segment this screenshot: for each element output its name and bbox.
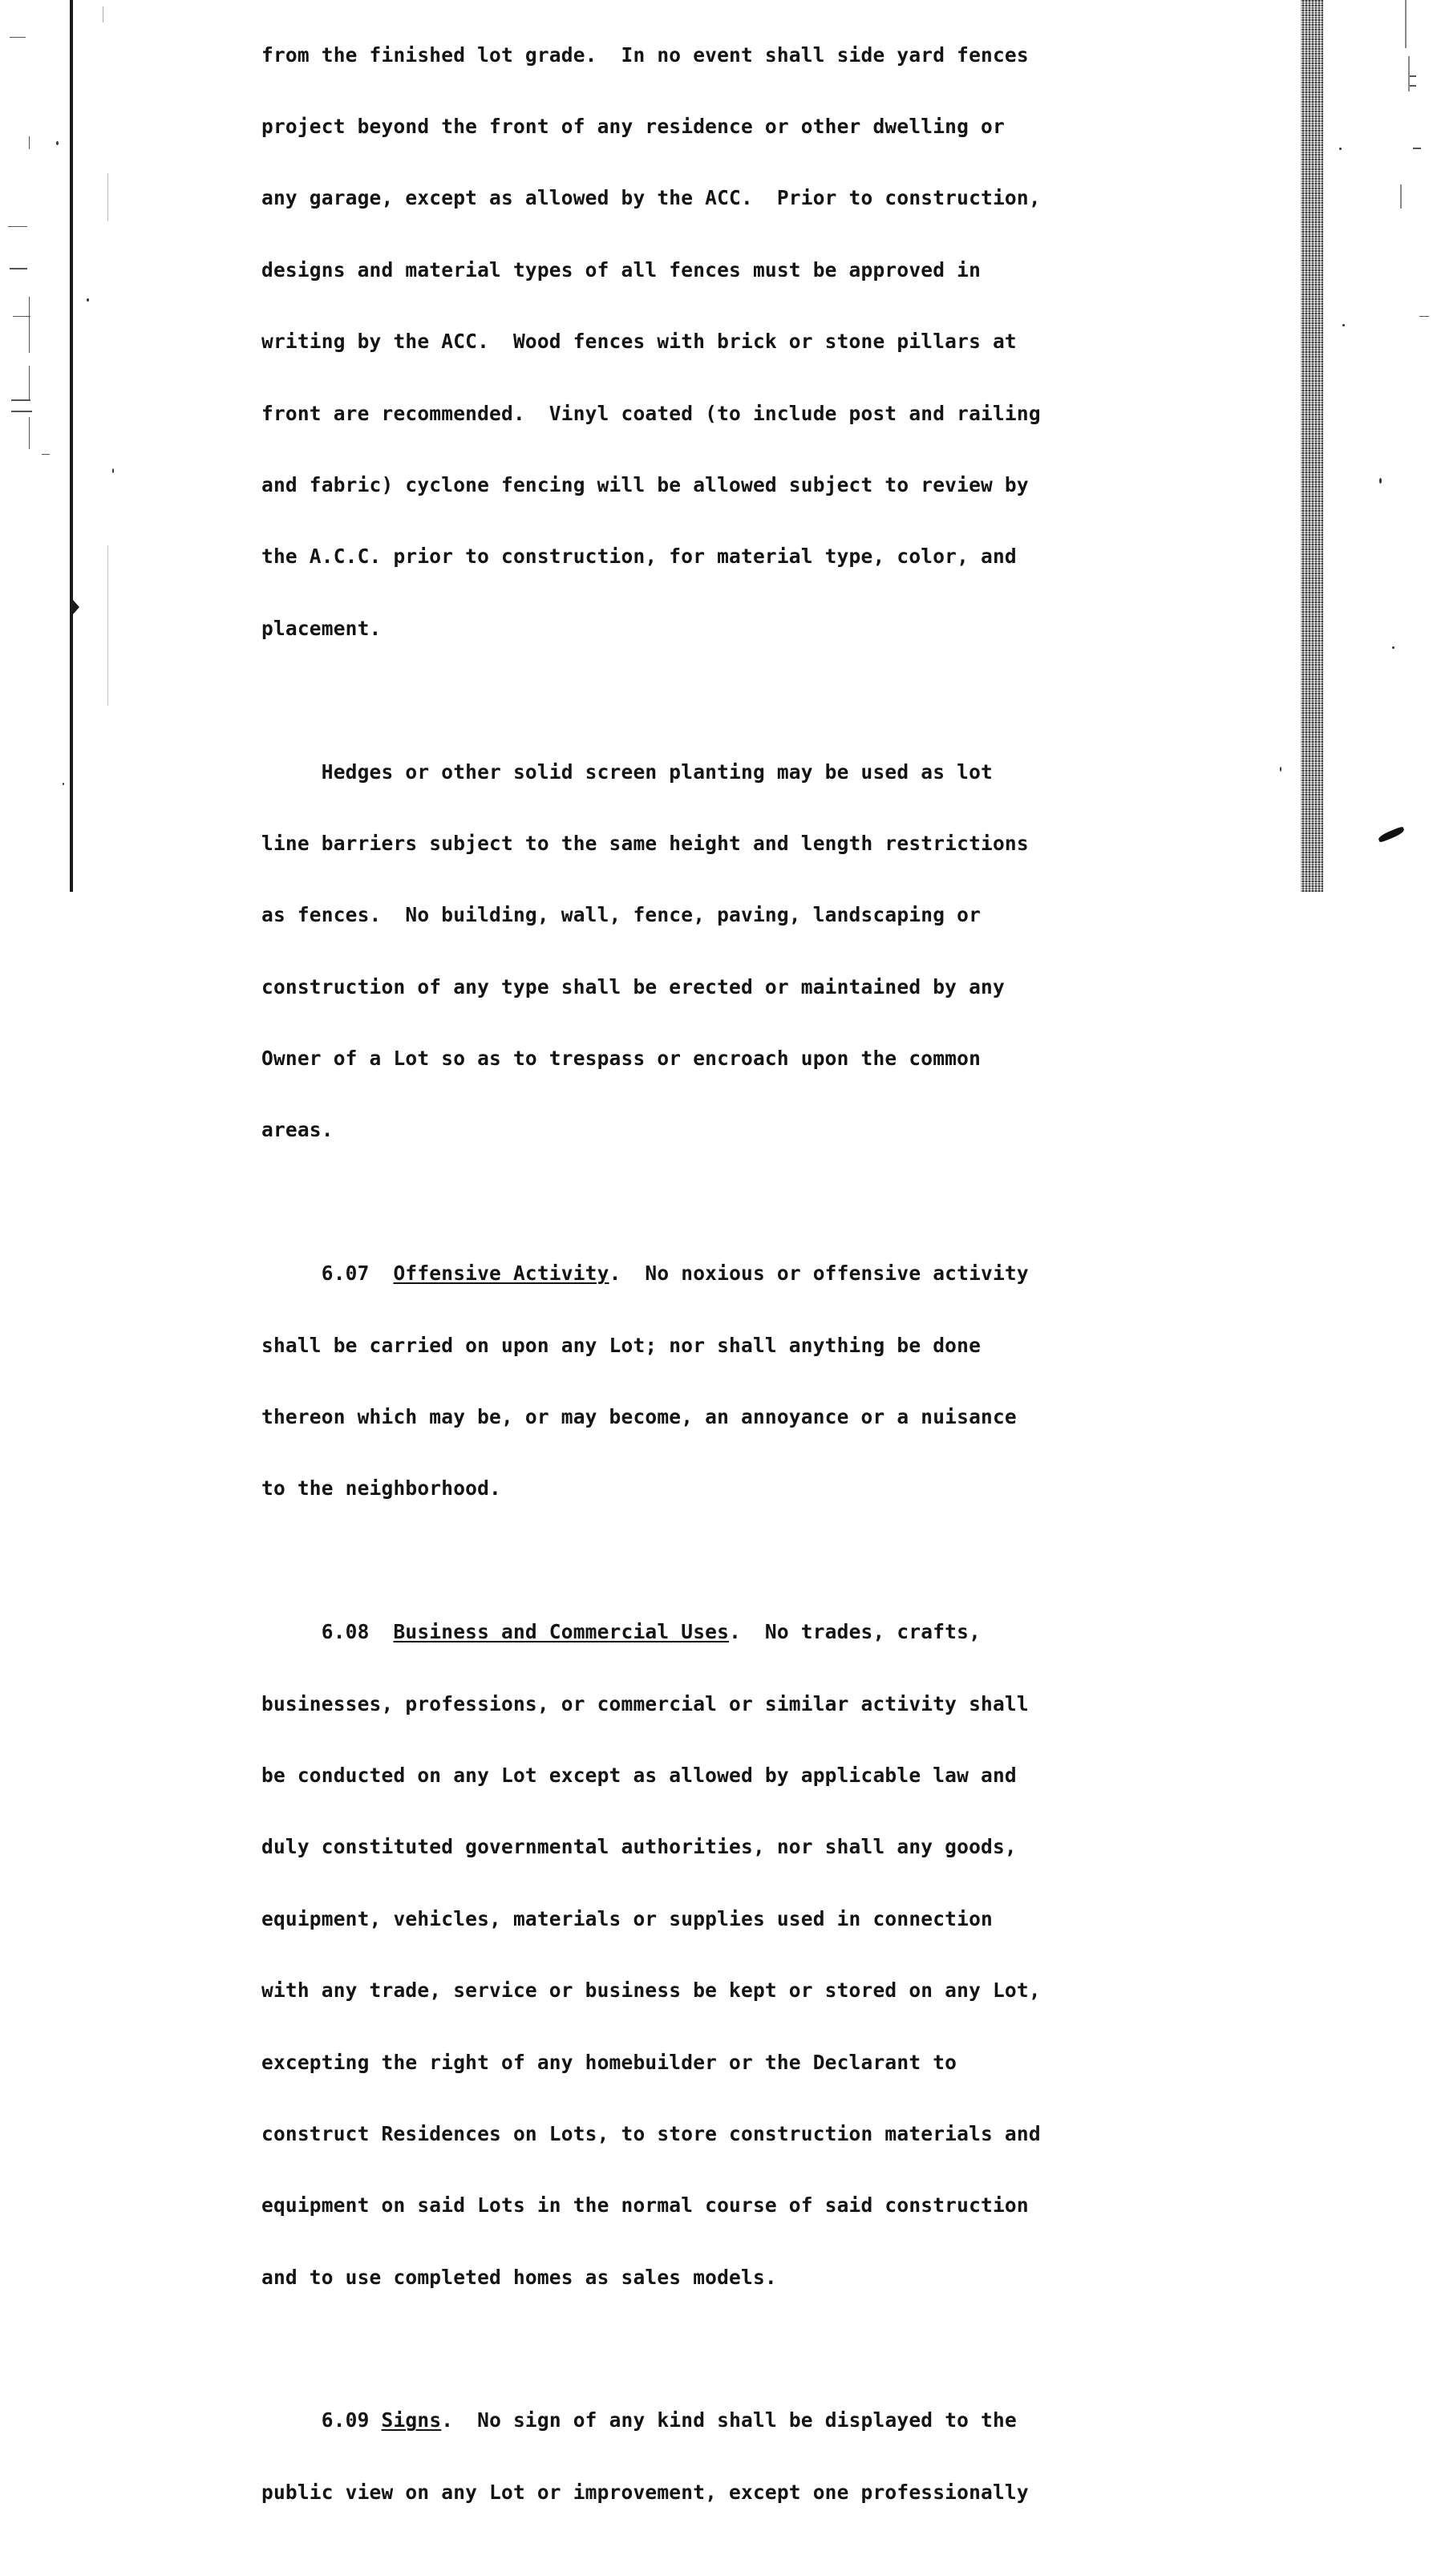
text-line: construct Residences on Lots, to store construction materials and xyxy=(261,2121,1041,2145)
scan-artifact xyxy=(10,37,26,38)
scan-artifact xyxy=(10,268,27,269)
section-heading-line xyxy=(261,1262,1176,1286)
scan-speck xyxy=(1342,324,1345,326)
scan-speck xyxy=(112,468,114,473)
text-line: shall be carried on upon any Lot; nor shall anything be done xyxy=(261,1333,982,1357)
text-line: line barriers subject to the same height and length restrictions xyxy=(261,831,1029,855)
scan-artifact xyxy=(107,173,108,221)
scan-artifact xyxy=(11,399,30,401)
scan-artifact xyxy=(11,411,32,412)
text-line: Hedges or other solid screen planting may be used as lot xyxy=(261,759,993,784)
section-heading-line xyxy=(261,2408,1176,2432)
text-line: duly constituted governmental authorities, nor shall any goods, xyxy=(261,1835,1017,1859)
scan-artifact xyxy=(1410,75,1416,77)
scan-speck xyxy=(1379,478,1382,484)
scan-speck xyxy=(1339,148,1342,150)
scan-artifact xyxy=(1419,316,1429,317)
text-line: project beyond the front of any residence or other dwelling or xyxy=(261,114,1005,138)
text-fragment: . No noxious or offensive activity xyxy=(609,1262,1029,1286)
paragraph-fences-continued xyxy=(261,0,1176,688)
section-number: 6.09 xyxy=(261,2408,382,2432)
text-line: thereon which may be, or may become, an annoyance or a nuisance xyxy=(261,1405,1017,1429)
scan-artifact xyxy=(13,316,30,317)
scan-artifact xyxy=(8,226,27,227)
section-title: Offensive Activity xyxy=(393,1262,609,1286)
text-line: areas. xyxy=(261,1118,334,1142)
text-line: equipment on said Lots in the normal course of said construction xyxy=(261,2193,1029,2218)
text-line: designs and material types of all fences must be approved in xyxy=(261,257,982,281)
section-title: Signs xyxy=(381,2408,442,2432)
scan-artifact xyxy=(107,545,108,706)
binding-notch-mark xyxy=(73,600,79,614)
scan-artifact xyxy=(29,136,30,149)
text-line: front are recommended. Vinyl coated (to include post and railing xyxy=(261,401,1041,425)
scan-artifact xyxy=(1405,0,1407,48)
text-line: Owner of a Lot so as to trespass or encroach upon the common xyxy=(261,1047,982,1071)
text-line: from the finished lot grade. In no event shall side yard fences xyxy=(261,43,1029,67)
text-line: construction of any type shall be erected or maintained by any xyxy=(261,974,1005,998)
text-line: and to use completed homes as sales models. xyxy=(261,2265,777,2289)
text-fragment: . No sign of any kind shall be displayed to the xyxy=(441,2408,1017,2432)
text-fragment: . No trades, crafts, xyxy=(729,1620,982,1644)
text-line: with any trade, service or business be kept or stored on any Lot, xyxy=(261,1979,1041,2003)
text-line: be conducted on any Lot except as allowed by applicable law and xyxy=(261,1763,1017,1787)
text-line: businesses, professions, or commercial or similar activity shall xyxy=(261,1691,1029,1715)
section-number: 6.07 xyxy=(261,1262,394,1286)
pen-mark xyxy=(1378,826,1406,843)
scan-artifact xyxy=(29,417,30,449)
document-body xyxy=(261,0,1176,2576)
text-line: placement. xyxy=(261,616,382,640)
scan-speck xyxy=(1392,646,1394,649)
scan-speck xyxy=(1280,767,1281,772)
scan-artifact xyxy=(1410,85,1416,87)
scan-artifact xyxy=(1400,184,1402,209)
section-6-09-signs xyxy=(261,2361,1176,2552)
text-line: equipment, vehicles, materials or supplies used in connection xyxy=(261,1906,993,1930)
paragraph-hedges xyxy=(261,712,1176,1190)
section-6-08-business-commercial-uses xyxy=(261,1573,1176,2338)
section-title: Business and Commercial Uses xyxy=(393,1620,730,1644)
scan-artifact xyxy=(42,454,50,455)
text-line: to the neighborhood. xyxy=(261,1476,502,1501)
text-line: the A.C.C. prior to construction, for material type, color, and xyxy=(261,545,1017,569)
scan-noise-strip xyxy=(1301,0,1323,892)
scan-speck xyxy=(56,141,59,145)
scan-speck xyxy=(87,298,89,302)
text-line: as fences. No building, wall, fence, paving, landscaping or xyxy=(261,903,982,927)
scan-artifact xyxy=(29,297,30,353)
scan-speck xyxy=(63,783,64,785)
text-line: any garage, except as allowed by the ACC. Prior to construction, xyxy=(261,186,1041,210)
scan-artifact xyxy=(1413,148,1421,149)
text-line: excepting the right of any homebuilder or the Declarant to xyxy=(261,2050,957,2074)
section-heading-line xyxy=(261,1620,1176,1644)
binding-edge-line xyxy=(70,0,73,892)
scan-artifact xyxy=(29,366,30,401)
section-6-07-offensive-activity xyxy=(261,1214,1176,1549)
section-number: 6.08 xyxy=(261,1620,394,1644)
text-line: and fabric) cyclone fencing will be allowed subject to review by xyxy=(261,472,1029,496)
text-line: public view on any Lot or improvement, except one professionally xyxy=(261,2480,1029,2504)
text-line: writing by the ACC. Wood fences with brick or stone pillars at xyxy=(261,330,1017,354)
